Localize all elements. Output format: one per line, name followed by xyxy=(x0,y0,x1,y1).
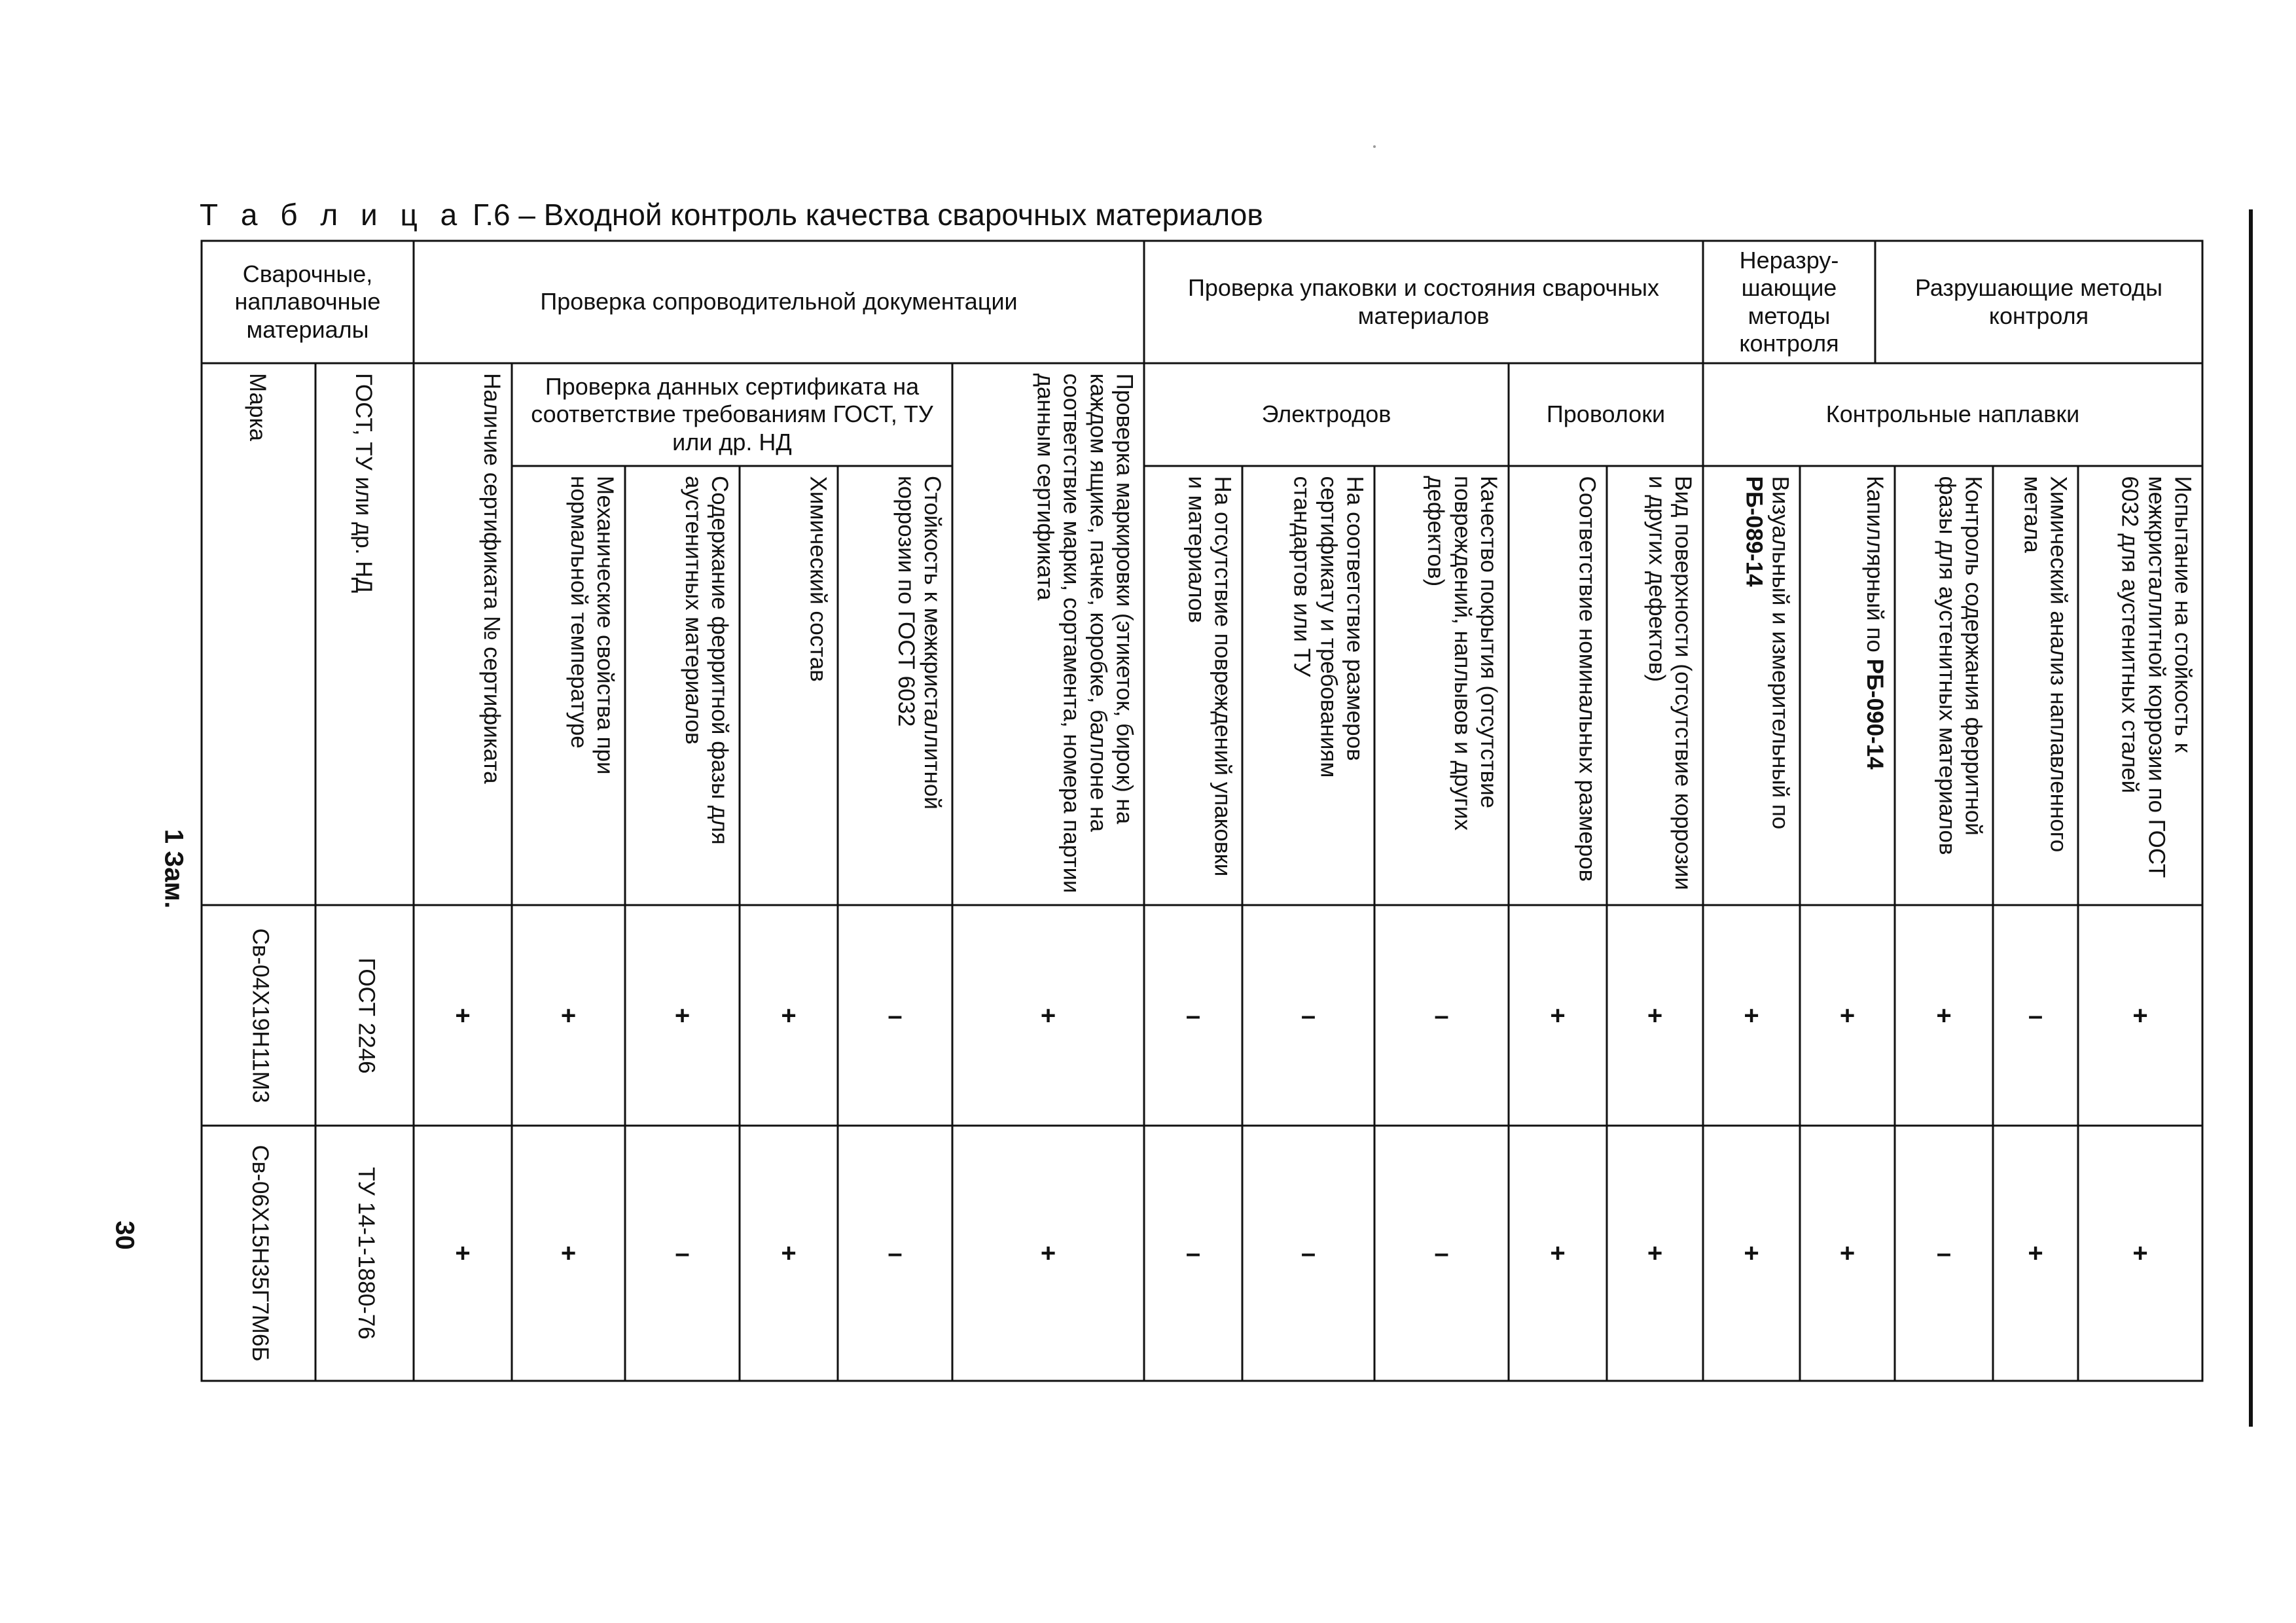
cell-mark-chem-analysis: – xyxy=(2028,1001,2043,1030)
column-header-igc-test xyxy=(2078,466,2202,905)
cell-standard: ТУ 14-1-1880-76 xyxy=(353,1167,379,1340)
column-header-label xyxy=(1899,476,1988,895)
header-destructive: Разрушающие методы контроля xyxy=(1915,274,2162,329)
header-electrodes: Электродов xyxy=(1261,401,1391,428)
column-header-label-text: Испытание на стойкость к межкристаллитной коррозии по ГОСТ 6032 для аустенитных сталей xyxy=(2117,476,2195,878)
cell-mark-chem-analysis: + xyxy=(2028,1239,2043,1268)
cell-mark-chemical: + xyxy=(781,1001,797,1030)
cell-mark-mechanical: + xyxy=(560,1239,577,1268)
header-cert-data: Проверка данных сертификата на соответствие требованиям ГОСТ, ТУ или др. НД xyxy=(531,372,933,455)
cell-mark-no-damage: – xyxy=(1185,1001,1201,1030)
column-header-ferrite-content xyxy=(625,466,740,905)
column-header-label-text: ГОСТ, ТУ или др. НД xyxy=(351,373,377,594)
column-header-mechanical xyxy=(512,466,625,905)
column-header-label-doc-code: РБ-090-14 xyxy=(1862,658,1888,770)
column-header-label xyxy=(1513,476,1602,895)
column-header-surface-view xyxy=(1607,466,1703,905)
column-header-label xyxy=(744,476,833,895)
cell-mark-visual: + xyxy=(1744,1239,1759,1268)
cell-mark-cert-number: + xyxy=(455,1001,471,1030)
header-docs-check: Проверка сопроводительной документации xyxy=(540,288,1018,315)
column-header-marking xyxy=(952,363,1144,905)
column-header-label-text: Химический состав xyxy=(805,476,831,682)
column-header-label-text: Контроль содержания ферритной фазы для аустенитных материалов xyxy=(1933,476,1986,855)
column-header-label-text: Наличие сертификата № сертификата xyxy=(479,373,505,784)
column-header-label xyxy=(1998,476,2073,895)
column-header-capillary xyxy=(1800,466,1895,905)
cell-grade: Св-06Х15Н35Г7М6Б xyxy=(247,1145,273,1362)
cell-mark-igc-resistance: – xyxy=(888,1001,903,1030)
column-header-cert-number xyxy=(414,363,512,905)
cell-mark-mechanical: + xyxy=(560,1001,577,1030)
cell-mark-marking: + xyxy=(1040,1001,1056,1030)
header-wire: Проволоки xyxy=(1546,401,1666,428)
column-header-label xyxy=(1379,476,1504,895)
cell-mark-no-damage: – xyxy=(1185,1239,1201,1268)
column-header-label-plain: Визуальный и измерительный по xyxy=(1767,476,1793,829)
column-header-label xyxy=(1149,476,1238,895)
cell-mark-size-conformity: – xyxy=(1300,1001,1316,1030)
cell-mark-coating-quality: – xyxy=(1434,1239,1449,1268)
cell-mark-coating-quality: – xyxy=(1434,1001,1449,1030)
page-number: 30 xyxy=(110,1221,139,1250)
cell-mark-capillary: + xyxy=(1839,1239,1856,1268)
cell-mark-chemical: + xyxy=(781,1239,797,1268)
column-header-label xyxy=(842,476,948,895)
cell-mark-size-conformity: – xyxy=(1300,1239,1316,1268)
column-header-no-damage xyxy=(1144,466,1242,905)
column-header-label-text: Соответствие номинальных размеров xyxy=(1574,476,1600,882)
cell-mark-capillary: + xyxy=(1839,1001,1856,1030)
column-header-label-text: Качество покрытия (отсутствие повреждений, наплывов и других дефектов) xyxy=(1423,476,1501,831)
column-header-label xyxy=(957,373,1139,895)
column-header-label xyxy=(630,476,735,895)
header-packaging-check: Проверка упаковки и состояния сварочных материалов xyxy=(1187,274,1660,329)
column-header-label xyxy=(2083,476,2198,895)
column-header-label xyxy=(1611,476,1698,895)
column-header-label-text: Стойкость к межкристаллитной коррозии по ГОСТ 6032 xyxy=(893,476,945,810)
cell-mark-nominal-sizes: + xyxy=(1550,1239,1566,1268)
cell-mark-ferrite-control: + xyxy=(1936,1001,1952,1030)
column-header-label-plain: Капиллярный по xyxy=(1862,476,1888,659)
header-nondestructive: Неразру-шающие методы контроля xyxy=(1739,246,1839,357)
column-header-nominal-sizes xyxy=(1509,466,1607,905)
column-header-size-conformity xyxy=(1242,466,1374,905)
cell-mark-ferrite-content: – xyxy=(675,1239,690,1268)
header-test-welds: Контрольные наплавки xyxy=(1825,401,2080,428)
cell-mark-igc-test: + xyxy=(2132,1239,2148,1268)
cell-mark-igc-resistance: – xyxy=(888,1239,903,1268)
column-header-label xyxy=(320,373,409,895)
cell-mark-surface-view: + xyxy=(1647,1239,1663,1268)
column-header-label xyxy=(516,476,620,895)
column-header-label xyxy=(206,373,311,895)
column-header-label-text: Механические свойства при нормальной температуре xyxy=(565,476,618,775)
cell-mark-ferrite-content: + xyxy=(674,1001,691,1030)
cell-mark-visual: + xyxy=(1744,1001,1759,1030)
cell-mark-marking: + xyxy=(1040,1239,1056,1268)
cell-mark-surface-view: + xyxy=(1647,1001,1663,1030)
cell-standard: ГОСТ 2246 xyxy=(353,957,379,1074)
cell-mark-igc-test: + xyxy=(2132,1001,2148,1030)
cell-mark-cert-number: + xyxy=(455,1239,471,1268)
column-header-label xyxy=(1708,476,1795,895)
column-header-label-text xyxy=(1740,476,1793,895)
column-header-label-doc-code: РБ-089-14 xyxy=(1740,476,1767,587)
column-header-label-text: Проверка маркировки (этикеток, бирок) на каждом ящике, пачке, коробке, баллоне на соответствие марки, сортамента, номера партии данным сертификата xyxy=(1032,373,1137,893)
column-header-label xyxy=(1804,476,1890,895)
column-header-label-text: Химический анализ наплавленного метала xyxy=(2018,476,2071,852)
column-header-coating-quality xyxy=(1374,466,1509,905)
column-header-igc-resistance xyxy=(838,466,952,905)
column-header-standard xyxy=(315,363,414,905)
column-header-label-text xyxy=(1861,476,1888,895)
cell-mark-ferrite-control: – xyxy=(1936,1239,1952,1268)
column-header-label xyxy=(418,373,507,895)
revision-note: 1 Зам. xyxy=(159,829,188,909)
column-header-chem-analysis xyxy=(1993,466,2078,905)
column-header-label xyxy=(1247,476,1370,895)
column-header-label-text: Марка xyxy=(245,373,271,442)
column-header-chemical xyxy=(740,466,838,905)
column-header-label-text: Вид поверхности (отсутствие коррозии и других дефектов) xyxy=(1643,476,1696,891)
column-header-label-text: На соответствие размеров сертификату и требованиям стандартов или ТУ xyxy=(1289,476,1367,777)
column-header-ferrite-control xyxy=(1895,466,1993,905)
cell-mark-nominal-sizes: + xyxy=(1550,1001,1566,1030)
column-header-label-text: На отсутствие повреждений упаковки и материалов xyxy=(1183,476,1235,876)
column-header-label-text: Содержание ферритной фазы для аустенитных материалов xyxy=(680,476,732,845)
cell-grade: Св-04Х19Н11М3 xyxy=(247,928,273,1103)
table-title-text: Г.6 – Входной контроль качества сварочных материалов xyxy=(472,198,1263,232)
table-title-prefix: Т а б л и ц а xyxy=(200,198,465,232)
column-header-grade xyxy=(202,363,315,905)
header-materials: Сварочные, наплавочные материалы xyxy=(234,260,381,343)
column-header-visual xyxy=(1703,466,1800,905)
